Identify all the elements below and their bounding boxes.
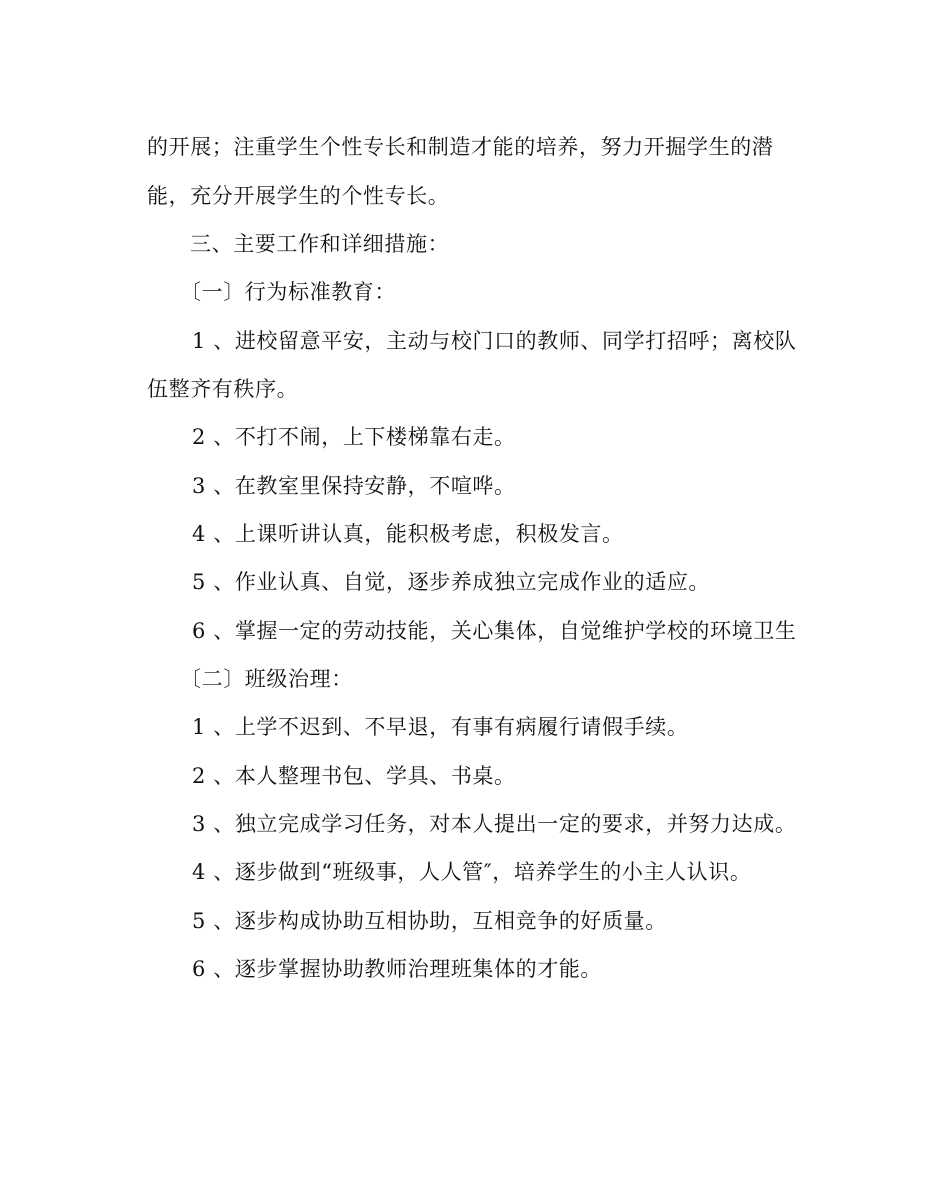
paragraph-line: 的开展；注重学生个性专长和制造才能的培养，努力开掘学生的潜 (147, 135, 774, 159)
subsection-heading: 〔二〕班级治理： (180, 667, 353, 691)
list-item: 1 、进校留意平安，主动与校门口的教师、同学打招呼；离校队 (192, 329, 797, 353)
list-item: 5 、作业认真、自觉，逐步养成独立完成作业的适应。 (192, 570, 711, 594)
list-item: 1 、上学不迟到、不早退，有事有病履行请假手续。 (192, 715, 689, 739)
list-item: 6 、掌握一定的劳动技能，关心集体，自觉维护学校的环境卫生 (192, 619, 797, 643)
subsection-heading: 〔一〕行为标准教育： (180, 280, 396, 304)
list-item: 3 、独立完成学习任务，对本人提出一定的要求，并努力达成。 (192, 812, 797, 836)
list-item: 4 、逐步做到“班级事，人人管″，培养学生的小主人认识。 (192, 860, 752, 884)
section-heading: 三、主要工作和详细措施： (190, 232, 450, 256)
list-item: 5 、逐步构成协助互相协助，互相竞争的好质量。 (192, 909, 667, 933)
paragraph-line: 能，充分开展学生的个性专长。 (147, 184, 450, 208)
list-item: 2 、本人整理书包、学具、书桌。 (192, 764, 516, 788)
list-item: 3 、在教室里保持安静，不喧哗。 (192, 474, 516, 498)
list-item: 2 、不打不闹，上下楼梯靠右走。 (192, 425, 516, 449)
list-item: 6 、逐步掌握协助教师治理班集体的才能。 (192, 957, 603, 981)
list-item-continuation: 伍整齐有秩序。 (147, 377, 299, 401)
list-item: 4 、上课听讲认真，能积极考虑，积极发言。 (192, 522, 624, 546)
